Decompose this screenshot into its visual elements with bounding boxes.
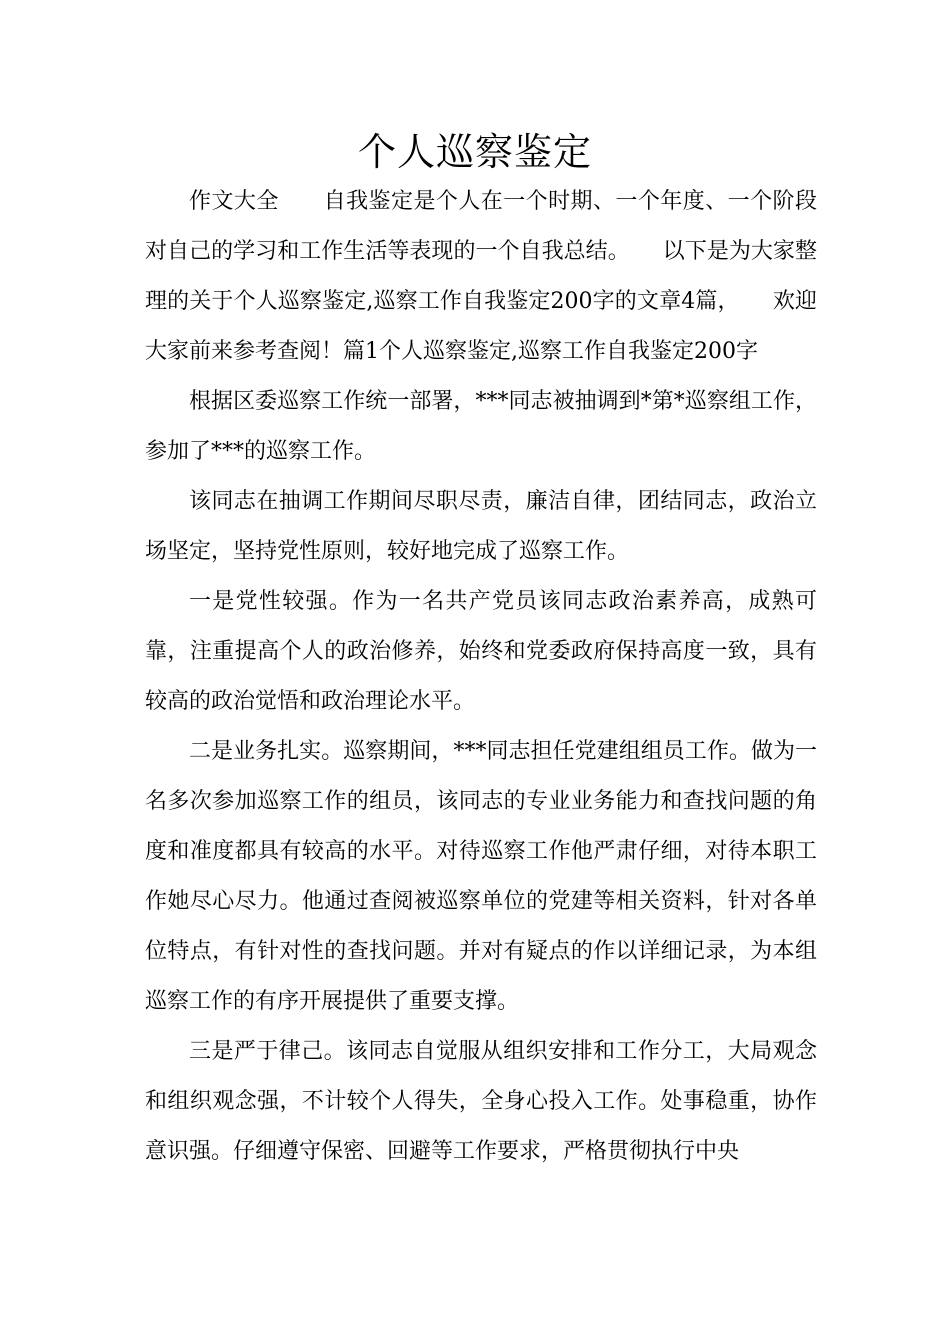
paragraph-point-two: 二是业务扎实。巡察期间，***同志担任党建组组员工作。做为一名多次参加巡察工作的组员，该同志的专业业务能力和查找问题的角度和准度都具有较高的水平。对待巡察工作他严肃仔细，对待本职工作她尽心尽力。他通过查阅被巡察单位的党建等相关资料，针对各单位特点，有针对性的查找问题。并对有疑点的作以详细记录，为本组巡察工作的有序开展提供了重要支撑。 [145,739,817,1014]
document-body [145,177,817,1177]
paragraph-point-one: 一是党性较强。作为一名共产党员该同志政治素养高，成熟可靠，注重提高个人的政治修养，始终和党委政府保持高度一致，具有较高的政治觉悟和政治理论水平。 [145,589,817,714]
paragraph-summary: 该同志在抽调工作期间尽职尽责，廉洁自律，团结同志，政治立场坚定，坚持党性原则，较好地完成了巡察工作。 [145,489,817,564]
paragraph-deployment: 根据区委巡察工作统一部署，***同志被抽调到*第*巡察组工作，参加了***的巡察工作。 [145,389,817,464]
document-title: 个人巡察鉴定 [357,130,592,174]
paragraph-intro: 作文大全 自我鉴定是个人在一个时期、一个年度、一个阶段对自己的学习和工作生活等表现的一个自我总结。 以下是为大家整理的关于个人巡察鉴定,巡察工作自我鉴定200字的文章4篇， 欢迎大家前来参考查阅！篇1个人巡察鉴定,巡察工作自我鉴定200字 [145,189,817,364]
paragraph-point-three: 三是严于律己。该同志自觉服从组织安排和工作分工，大局观念和组织观念强，不计较个人得失，全身心投入工作。处事稳重，协作意识强。仔细遵守保密、回避等工作要求，严格贯彻执行中央 [145,1039,817,1164]
